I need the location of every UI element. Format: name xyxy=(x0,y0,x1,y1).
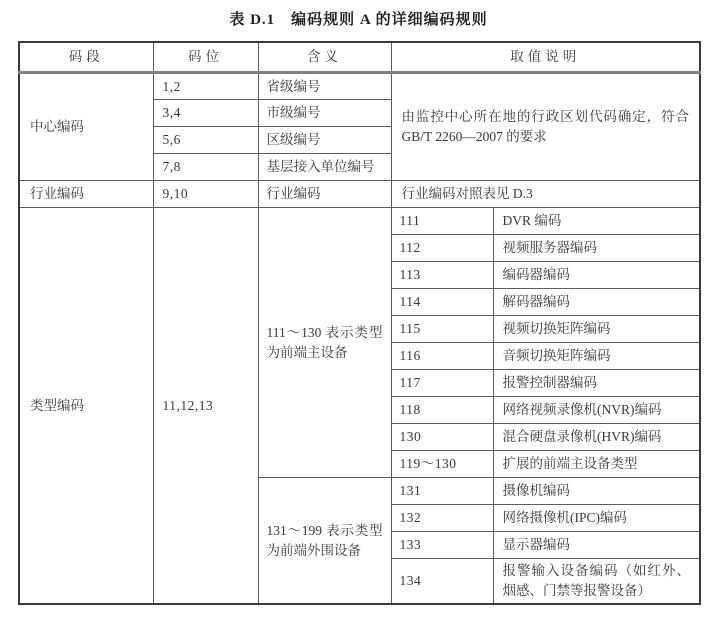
cell-meaning: 行业编码 xyxy=(258,181,391,208)
cell-type-code: 116 xyxy=(391,343,493,370)
cell-position: 1,2 xyxy=(153,73,258,100)
cell-type-code: 131 xyxy=(391,478,493,505)
cell-type-code: 115 xyxy=(391,316,493,343)
cell-position: 5,6 xyxy=(153,127,258,154)
table-row xyxy=(19,208,700,235)
cell-type-code: 117 xyxy=(391,370,493,397)
table-row xyxy=(19,181,700,208)
cell-type-code: 113 xyxy=(391,262,493,289)
cell-type-desc: 编码器编码 xyxy=(493,262,700,289)
cell-type-code: 132 xyxy=(391,505,493,532)
cell-meaning: 市级编号 xyxy=(258,100,391,127)
cell-type-code: 118 xyxy=(391,397,493,424)
cell-segment-center: 中心编码 xyxy=(19,73,153,181)
cell-type-code: 119～130 xyxy=(391,451,493,478)
cell-type-desc: 报警输入设备编码（如红外、烟感、门禁等报警设备） xyxy=(493,559,700,605)
cell-type-code: 112 xyxy=(391,235,493,262)
cell-type-code: 134 xyxy=(391,559,493,605)
cell-type-desc: 扩展的前端主设备类型 xyxy=(493,451,700,478)
cell-type-desc: 摄像机编码 xyxy=(493,478,700,505)
header-row xyxy=(19,42,700,73)
cell-type-code: 130 xyxy=(391,424,493,451)
col-header-code-segment: 码段 xyxy=(19,42,153,73)
cell-type-desc: 音频切换矩阵编码 xyxy=(493,343,700,370)
cell-type-code: 111 xyxy=(391,208,493,235)
cell-position: 7,8 xyxy=(153,154,258,181)
cell-position: 11,12,13 xyxy=(153,208,258,605)
cell-meaning: 区级编号 xyxy=(258,127,391,154)
cell-type-desc: 网络视频录像机(NVR)编码 xyxy=(493,397,700,424)
cell-type-desc: 网络摄像机(IPC)编码 xyxy=(493,505,700,532)
table-caption: 表 D.1 编码规则 A 的详细编码规则 xyxy=(229,12,488,28)
coding-rules-table xyxy=(18,41,701,605)
cell-segment-industry: 行业编码 xyxy=(19,181,153,208)
col-header-code-position: 码位 xyxy=(153,42,258,73)
cell-type-code: 114 xyxy=(391,289,493,316)
cell-position: 9,10 xyxy=(153,181,258,208)
cell-meaning-front-main-devices: 111～130 表示类型为前端主设备 xyxy=(258,208,391,478)
cell-type-desc: 显示器编码 xyxy=(493,532,700,559)
col-header-value-description: 取值说明 xyxy=(391,42,700,73)
value-note-line: GB/T 2260—2007 的要求 xyxy=(401,129,547,144)
col-header-meaning: 含义 xyxy=(258,42,391,73)
cell-type-desc: 视频服务器编码 xyxy=(493,235,700,262)
cell-type-desc: 视频切换矩阵编码 xyxy=(493,316,700,343)
table-row xyxy=(19,73,700,100)
cell-type-code: 133 xyxy=(391,532,493,559)
cell-type-desc: 解码器编码 xyxy=(493,289,700,316)
cell-type-desc: 混合硬盘录像机(HVR)编码 xyxy=(493,424,700,451)
cell-value-note-center xyxy=(391,73,700,181)
cell-meaning: 基层接入单位编号 xyxy=(258,154,391,181)
cell-segment-type: 类型编码 xyxy=(19,208,153,605)
value-note-line: 由监控中心所在地的行政区划代码确定，符合 xyxy=(401,109,689,124)
cell-meaning-front-peripheral-devices: 131～199 表示类型为前端外围设备 xyxy=(258,478,391,605)
cell-type-desc: DVR 编码 xyxy=(493,208,700,235)
cell-value-note-industry: 行业编码对照表见 D.3 xyxy=(391,181,700,208)
cell-type-desc: 报警控制器编码 xyxy=(493,370,700,397)
cell-meaning: 省级编号 xyxy=(258,73,391,100)
cell-position: 3,4 xyxy=(153,100,258,127)
